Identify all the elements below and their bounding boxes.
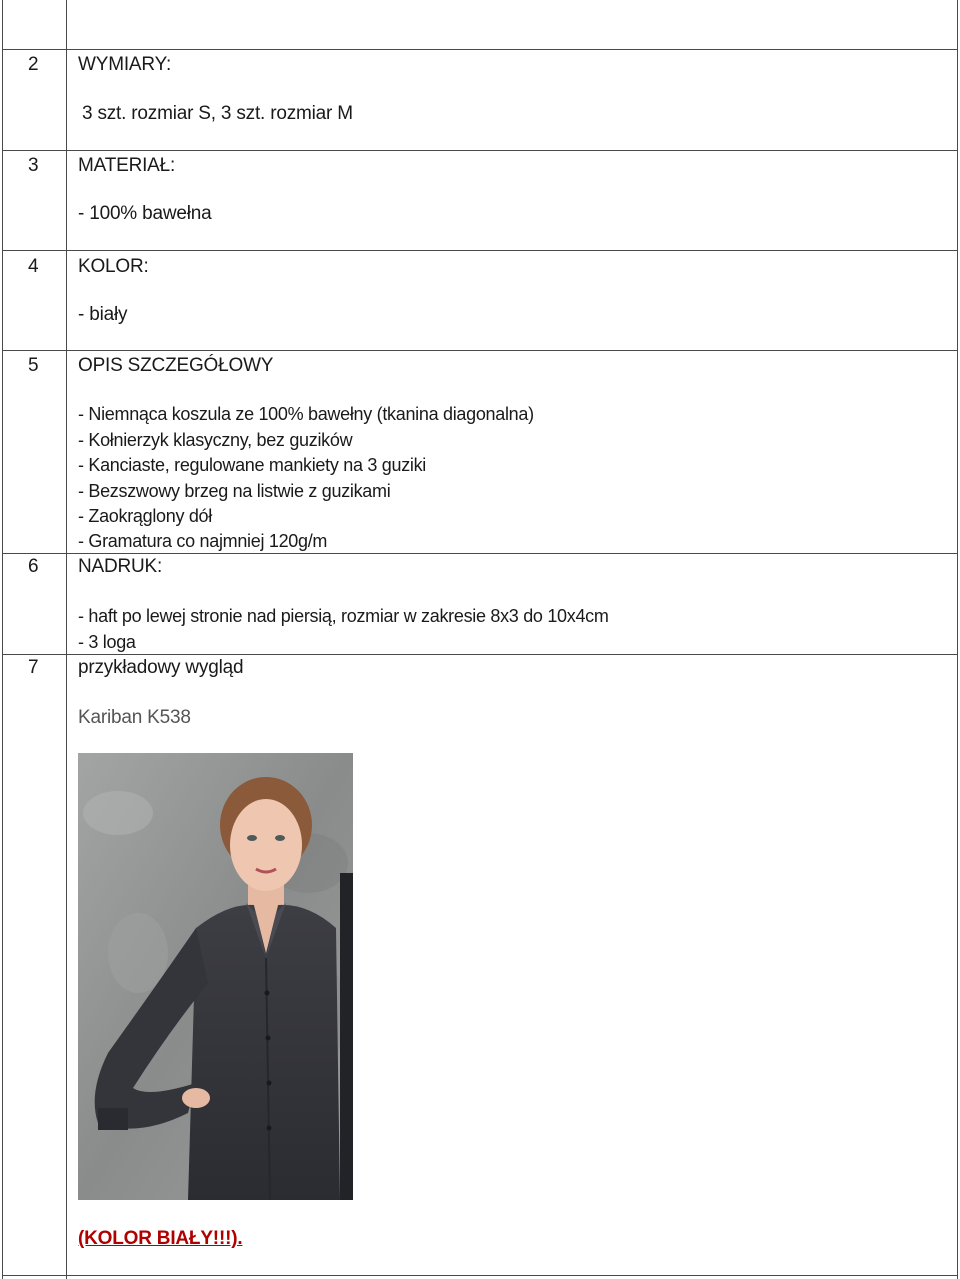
- row-detail-line: 3 szt. rozmiar S, 3 szt. rozmiar M: [82, 103, 353, 124]
- row-number: 6: [28, 556, 39, 577]
- row-number: 4: [28, 256, 39, 277]
- row-number: 5: [28, 355, 39, 376]
- row-detail-line: - biały: [78, 304, 128, 325]
- row-divider: [2, 150, 958, 151]
- row-divider: [2, 250, 958, 251]
- row-detail-line: - Kanciaste, regulowane mankiety na 3 guziki: [78, 455, 426, 475]
- row-detail-line: - Niemnąca koszula ze 100% bawełny (tkanina diagonalna): [78, 404, 534, 424]
- table-border-left: [2, 0, 3, 1279]
- row-number: 7: [28, 657, 39, 678]
- table-border-bottom: [2, 1275, 958, 1276]
- row-number: 3: [28, 155, 39, 176]
- row-divider: [2, 350, 958, 351]
- row-detail-line: - Gramatura co najmniej 120g/m: [78, 531, 328, 551]
- row-detail-line: - Kołnierzyk klasyczny, bez guzików: [78, 430, 353, 450]
- product-model: Kariban K538: [78, 707, 191, 728]
- row-heading-print: NADRUK:: [78, 556, 163, 577]
- row-detail-line: - 3 loga: [78, 632, 136, 652]
- row-number: 2: [28, 54, 39, 75]
- row-detail-line: - Bezszwowy brzeg na listwie z guzikami: [78, 481, 391, 501]
- row-divider: [2, 49, 958, 50]
- row-heading-color: KOLOR:: [78, 256, 149, 277]
- row-heading-material: MATERIAŁ:: [78, 155, 176, 176]
- table-border-right: [957, 0, 958, 1279]
- row-divider: [2, 553, 958, 554]
- row-detail-line: - Zaokrąglony dół: [78, 506, 212, 526]
- row-heading-dimensions: WYMIARY:: [78, 54, 172, 75]
- table-column-divider: [66, 0, 67, 1279]
- row-heading-description: OPIS SZCZEGÓŁOWY: [78, 355, 274, 376]
- row-divider: [2, 654, 958, 655]
- row-heading-example: przykładowy wygląd: [78, 657, 244, 678]
- product-photo: [78, 753, 353, 1200]
- color-note-link[interactable]: (KOLOR BIAŁY!!!).: [78, 1228, 243, 1249]
- row-detail-line: - haft po lewej stronie nad piersią, rozmiar w zakresie 8x3 do 10x4cm: [78, 606, 609, 626]
- row-detail-line: - 100% bawełna: [78, 203, 212, 224]
